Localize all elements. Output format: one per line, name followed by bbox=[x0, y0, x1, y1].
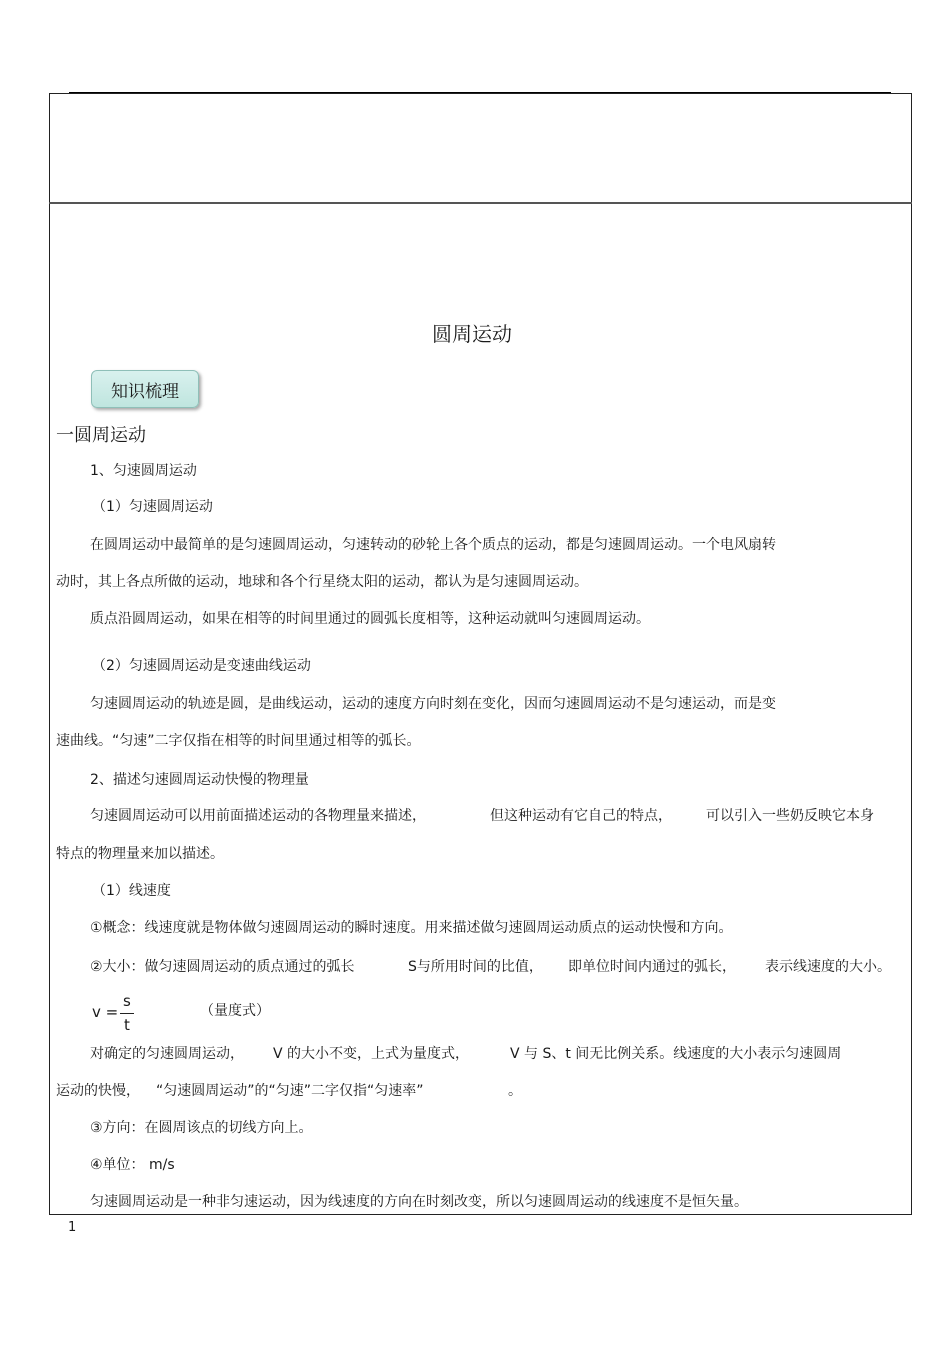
magnitude-part-c: 即单位时间内通过的弧长， bbox=[568, 959, 736, 975]
paragraph-1-line-1: 在圆周运动中最简单的是匀速圆周运动，匀速转动的砂轮上各个质点的运动，都是匀速圆周运动。一个电风扇转 bbox=[90, 537, 776, 553]
formula-numerator: s bbox=[123, 992, 131, 1010]
paragraph-4-line-2: 特点的物理量来加以描述。 bbox=[56, 846, 224, 862]
unit-line: ④单位： m/s bbox=[90, 1157, 175, 1173]
formula-lhs: v = bbox=[92, 1003, 119, 1021]
paragraph-4-part-b: 但这种运动有它自己的特点， bbox=[490, 808, 672, 824]
paragraph-5-part-b: V 的大小不变，上式为量度式， bbox=[273, 1046, 470, 1062]
direction-line: ③方向：在圆周该点的切线方向上。 bbox=[90, 1120, 313, 1136]
paragraph-5-part-c: V 与 S、t 间无比例关系。线速度的大小表示匀速圆周 bbox=[510, 1046, 842, 1062]
page-title: 圆周运动 bbox=[432, 322, 512, 346]
paragraph-5-line-2-c: 。 bbox=[508, 1083, 522, 1099]
magnitude-part-d: 表示线速度的大小。 bbox=[765, 959, 891, 975]
magnitude-part-b: S与所用时间的比值， bbox=[408, 959, 543, 975]
paragraph-4-part-a: 匀速圆周运动可以用前面描述运动的各物理量来描述， bbox=[90, 808, 426, 824]
page-number: 1 bbox=[68, 1220, 77, 1235]
subheading-1-1: （1）匀速圆周运动 bbox=[92, 499, 213, 515]
paragraph-5-line-2-b: “匀速圆周运动”的“匀速”二字仅指“匀速率” bbox=[156, 1083, 424, 1099]
section-badge: 知识梳理 bbox=[91, 370, 199, 408]
concept-line: ①概念：线速度就是物体做匀速圆周运动的瞬时速度。用来描述做匀速圆周运动质点的运动快慢和方向。 bbox=[90, 920, 733, 936]
paragraph-2: 质点沿圆周运动，如果在相等的时间里通过的圆弧长度相等，这种运动就叫匀速圆周运动。 bbox=[90, 611, 650, 627]
paragraph-5-part-a: 对确定的匀速圆周运动， bbox=[90, 1046, 244, 1062]
paragraph-1-line-2: 动时，其上各点所做的运动，地球和各个行星绕太阳的运动，都认为是匀速圆周运动。 bbox=[56, 574, 588, 590]
fraction-bar bbox=[120, 1013, 134, 1014]
header-divider bbox=[49, 202, 912, 204]
subheading-1: 1、匀速圆周运动 bbox=[90, 463, 197, 479]
paragraph-5-line-2-a: 运动的快慢， bbox=[56, 1083, 140, 1099]
paragraph-6: 匀速圆周运动是一种非匀速运动，因为线速度的方向在时刻改变，所以匀速圆周运动的线速度不是恒矢量。 bbox=[90, 1194, 748, 1210]
paragraph-3-line-2: 速曲线。“匀速”二字仅指在相等的时间里通过相等的弧长。 bbox=[56, 733, 421, 749]
subheading-2-1: （1）线速度 bbox=[92, 883, 171, 899]
subheading-1-2: （2）匀速圆周运动是变速曲线运动 bbox=[92, 658, 311, 674]
magnitude-part-a: ②大小：做匀速圆周运动的质点通过的弧长 bbox=[90, 959, 355, 975]
formula-note: （量度式） bbox=[200, 1003, 270, 1019]
paragraph-3-line-1: 匀速圆周运动的轨迹是圆，是曲线运动，运动的速度方向时刻在变化，因而匀速圆周运动不是匀速运动，而是变 bbox=[90, 696, 776, 712]
formula-denominator: t bbox=[124, 1016, 130, 1034]
paragraph-4-part-c: 可以引入一些奶反映它本身 bbox=[706, 808, 874, 824]
subheading-2: 2、描述匀速圆周运动快慢的物理量 bbox=[90, 772, 309, 788]
section-heading: 一圆周运动 bbox=[56, 425, 146, 446]
